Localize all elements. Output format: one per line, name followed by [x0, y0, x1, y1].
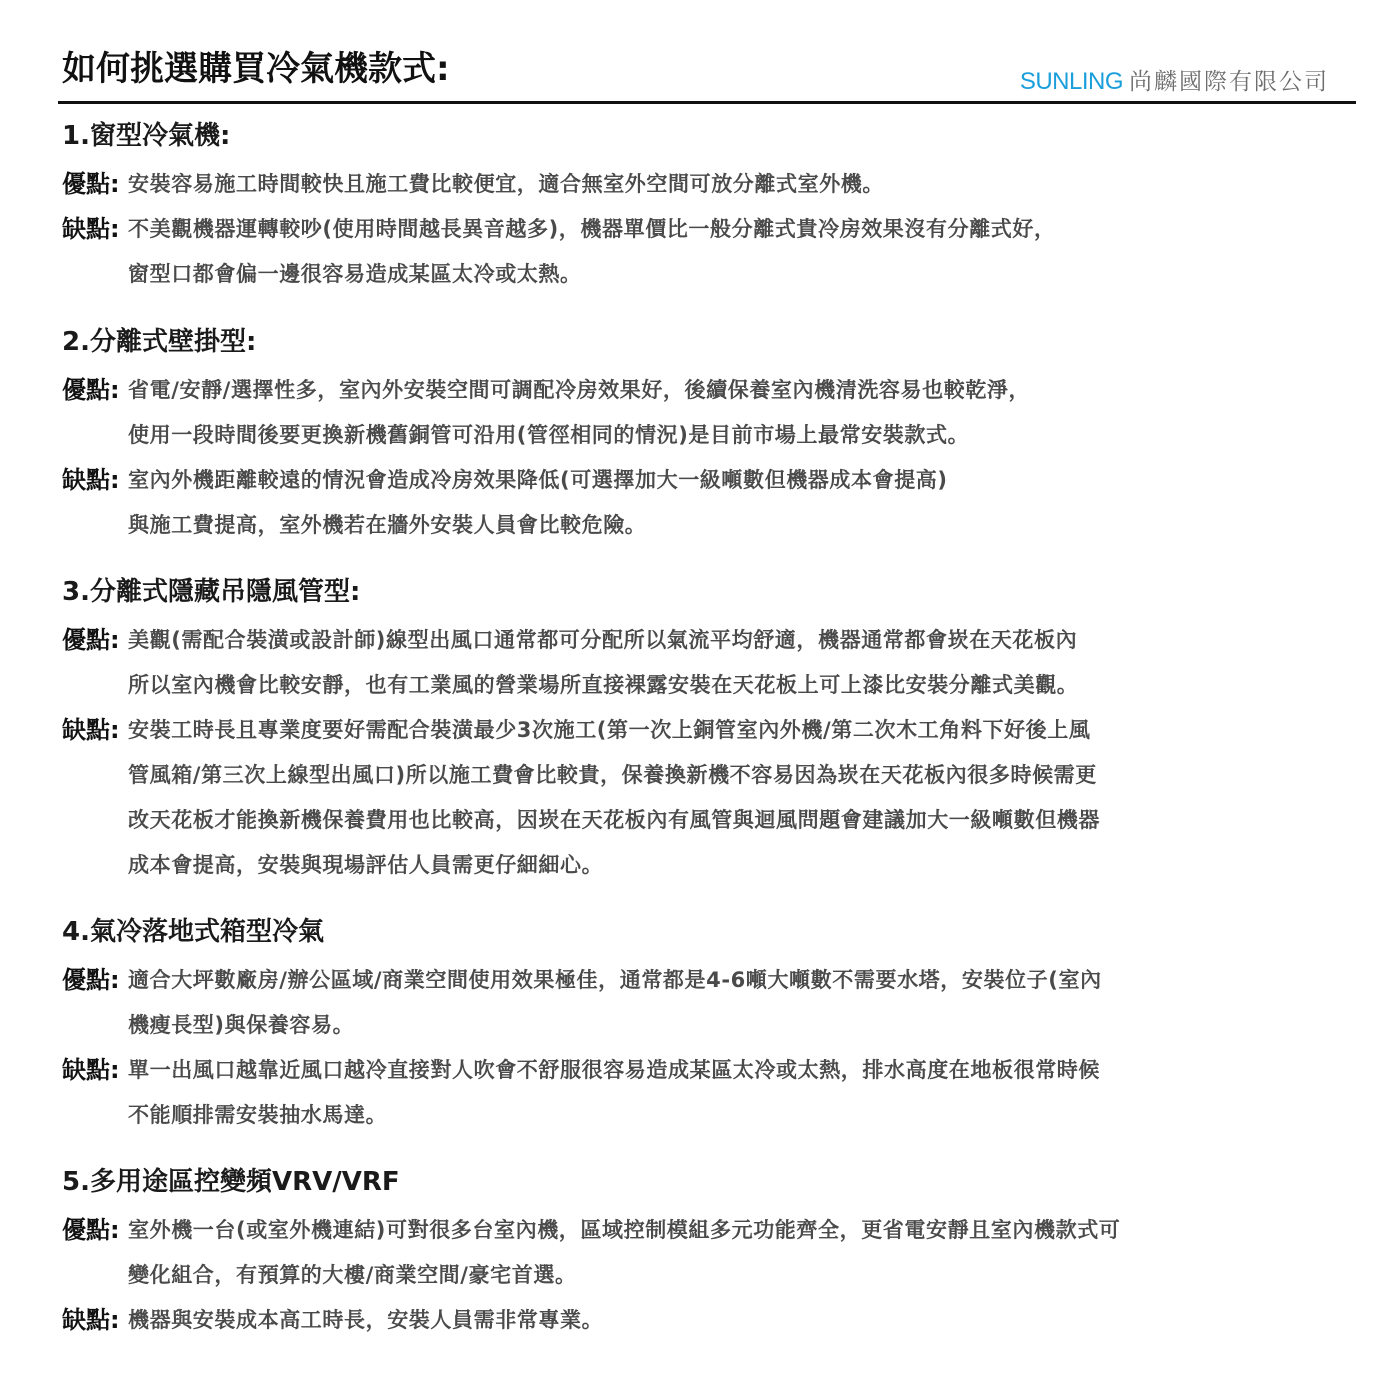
section-floor-standing	[62, 912, 1322, 1138]
pros-label: 優點:	[62, 1216, 120, 1244]
pros-line: 安裝容易施工時間較快且施工費比較便宜，適合無室外空間可放分離式室外機。	[128, 172, 884, 196]
cons-row	[62, 207, 1322, 297]
pros-label: 優點:	[62, 376, 120, 404]
cons-line: 室內外機距離較遠的情況會造成冷房效果降低(可選擇加大一級噸數但機器成本會提高)	[128, 468, 948, 492]
cons-line: 與施工費提高，室外機若在牆外安裝人員會比較危險。	[128, 513, 647, 537]
cons-label: 缺點:	[62, 1306, 120, 1334]
section-vrv-vrf	[62, 1162, 1322, 1343]
section-heading: 2.分離式壁掛型:	[62, 327, 257, 357]
cons-line: 管風箱/第三次上線型出風口)所以施工費會比較貴，保養換新機不容易因為崁在天花板內很多時候需更	[128, 763, 1097, 787]
pros-line: 所以室內機會比較安靜，也有工業風的營業場所直接裸露安裝在天花板上可上漆比安裝分離式美觀。	[128, 673, 1079, 697]
cons-line: 成本會提高，安裝與現場評估人員需更仔細細心。	[128, 853, 604, 877]
section-split-wall	[62, 322, 1322, 548]
pros-line: 省電/安靜/選擇性多，室內外安裝空間可調配冷房效果好，後續保養室內機清洗容易也較乾淨，	[128, 378, 1031, 402]
brand-name-en: SUNLING	[1019, 68, 1123, 95]
pros-row	[62, 618, 1322, 708]
cons-line: 機器與安裝成本高工時長，安裝人員需非常專業。	[128, 1308, 604, 1332]
pros-line: 使用一段時間後要更換新機舊銅管可沿用(管徑相同的情況)是目前市場上最常安裝款式。	[128, 423, 970, 447]
pros-line: 適合大坪數廠房/辦公區域/商業空間使用效果極佳，通常都是4-6噸大噸數不需要水塔，安裝位子(室內	[128, 968, 1102, 992]
cons-label: 缺點:	[62, 716, 120, 744]
cons-row	[62, 1048, 1322, 1138]
cons-row	[62, 1298, 1322, 1343]
section-heading: 5.多用途區控變頻VRV/VRF	[62, 1167, 400, 1197]
section-window-ac	[62, 116, 1322, 297]
section-heading: 4.氣冷落地式箱型冷氣	[62, 917, 324, 947]
header-divider	[58, 101, 1356, 104]
cons-label: 缺點:	[62, 215, 120, 243]
cons-line: 單一出風口越靠近風口越冷直接對人吹會不舒服很容易造成某區太冷或太熱，排水高度在地板很常時候	[128, 1058, 1100, 1082]
pros-line: 機瘦長型)與保養容易。	[128, 1013, 355, 1037]
pros-line: 美觀(需配合裝潢或設計師)線型出風口通常都可分配所以氣流平均舒適，機器通常都會崁在天花板內	[128, 628, 1078, 652]
cons-label: 缺點:	[62, 1056, 120, 1084]
cons-row	[62, 708, 1322, 888]
brand-name-zh: 尚麟國際有限公司	[1129, 69, 1329, 95]
page-header	[0, 0, 1389, 104]
cons-line: 安裝工時長且專業度要好需配合裝潢最少3次施工(第一次上銅管室內外機/第二次木工角料下好後上風	[128, 718, 1091, 742]
section-heading: 1.窗型冷氣機:	[62, 121, 231, 151]
cons-line: 不能順排需安裝抽水馬達。	[128, 1103, 388, 1127]
pros-row	[62, 368, 1322, 458]
pros-line: 室外機一台(或室外機連結)可對很多台室內機，區域控制模組多元功能齊全，更省電安靜且室內機款式可	[128, 1218, 1121, 1242]
cons-label: 缺點:	[62, 466, 120, 494]
pros-label: 優點:	[62, 966, 120, 994]
section-ducted-concealed	[62, 572, 1322, 888]
cons-line: 改天花板才能換新機保養費用也比較高，因崁在天花板內有風管與迴風問題會建議加大一級噸數但機器	[128, 808, 1100, 832]
pros-row	[62, 958, 1322, 1048]
pros-label: 優點:	[62, 626, 120, 654]
cons-line: 不美觀機器運轉較吵(使用時間越長異音越多)，機器單價比一般分離式貴冷房效果沒有分離式好，	[128, 217, 1056, 241]
pros-row	[62, 1208, 1322, 1298]
pros-row	[62, 162, 1322, 207]
cons-line: 窗型口都會偏一邊很容易造成某區太冷或太熱。	[128, 262, 582, 286]
section-heading: 3.分離式隱藏吊隱風管型:	[62, 577, 361, 607]
brand-logo	[1020, 66, 1329, 100]
pros-label: 優點:	[62, 170, 120, 198]
pros-line: 變化組合，有預算的大樓/商業空間/豪宅首選。	[128, 1263, 577, 1287]
page-title: 如何挑選購買冷氣機款式:	[62, 49, 450, 89]
cons-row	[62, 458, 1322, 548]
